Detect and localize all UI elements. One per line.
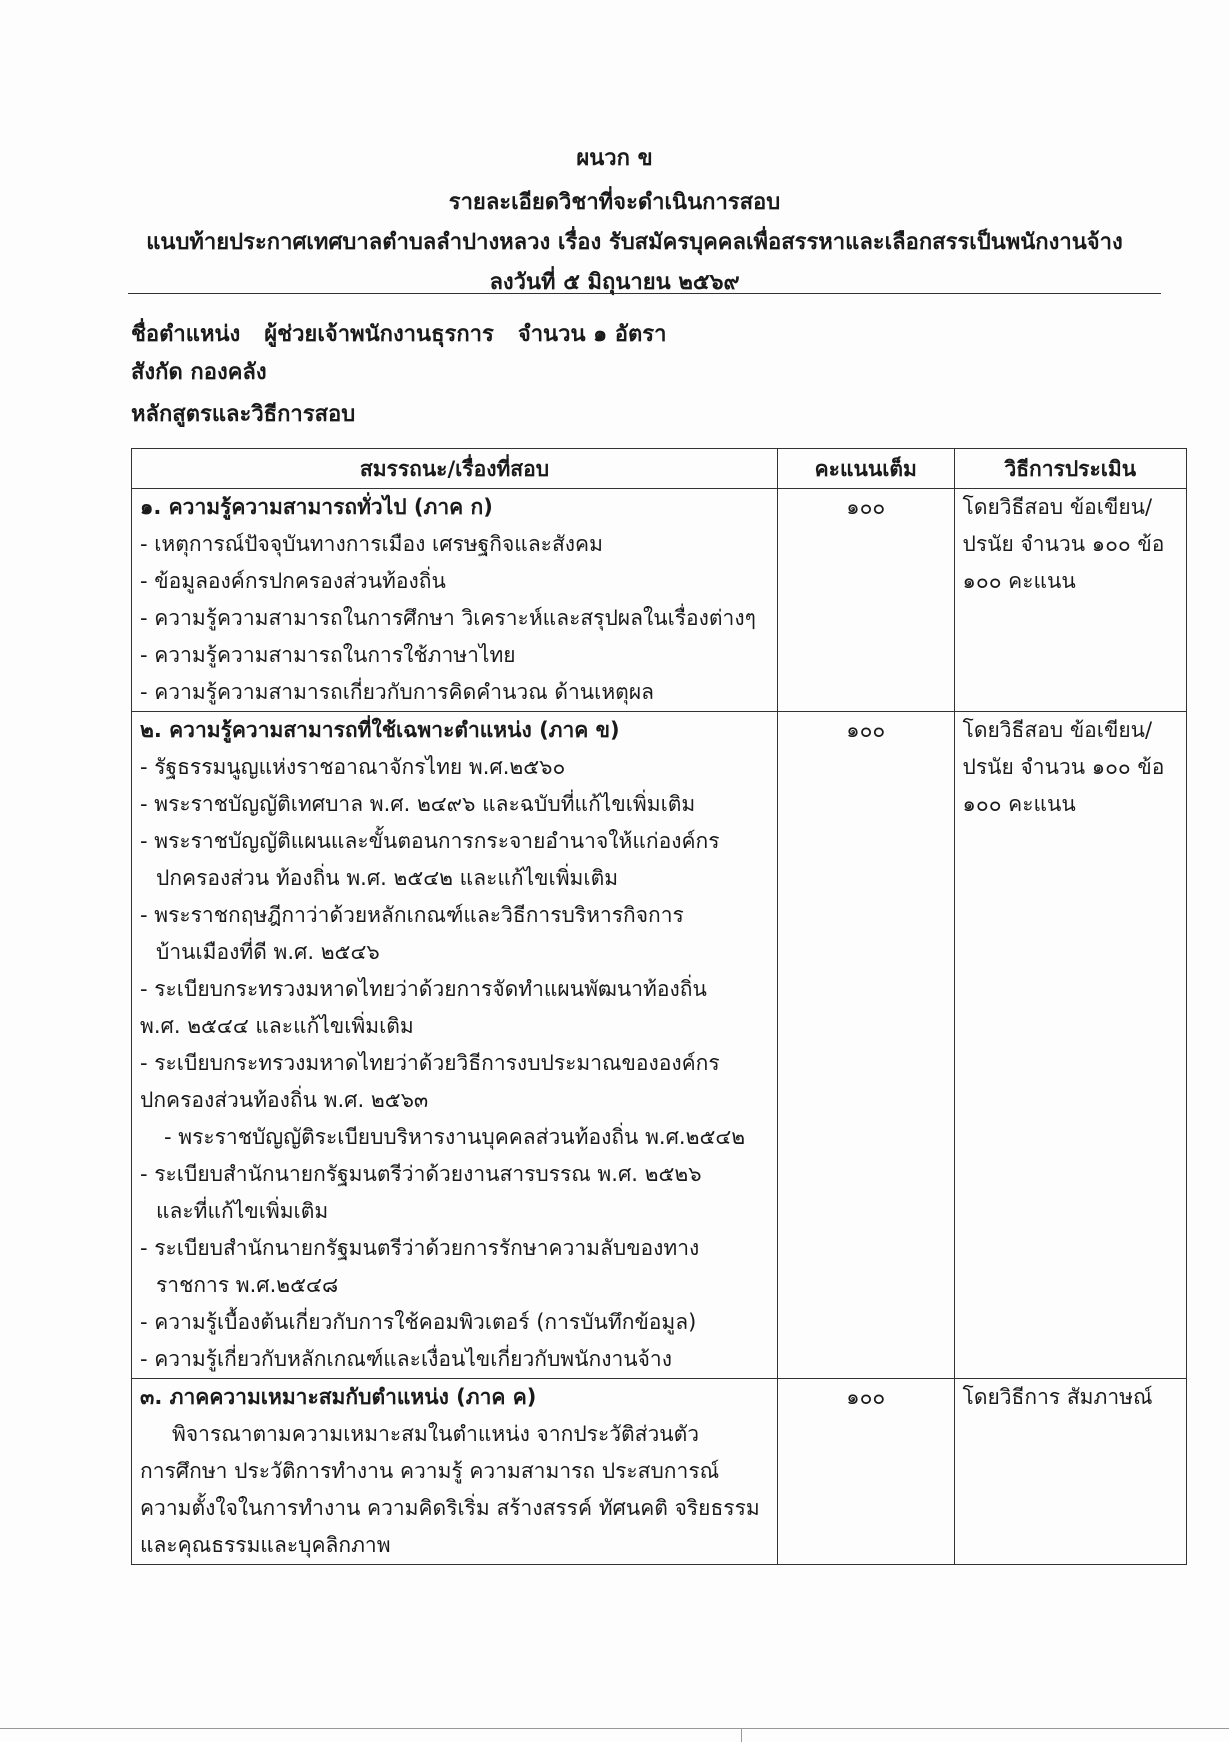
position-count: จำนวน ๑ อัตรา — [517, 322, 667, 347]
list-item: - ความรู้ความสามารถในการใช้ภาษาไทย — [140, 643, 516, 667]
header-divider — [128, 293, 1161, 294]
list-item: - ข้อมูลองค์กรปกครองส่วนท้องถิ่น — [140, 569, 446, 593]
list-item: - ระเบียบกระทรวงมหาดไทยว่าด้วยการจัดทำแผนพัฒนาท้องถิ่น — [140, 977, 707, 1001]
position-name: ผู้ช่วยเจ้าพนักงานธุรการ — [264, 322, 494, 347]
list-item: ความตั้งใจในการทำงาน ความคิดริเริ่ม สร้างสรรค์ ทัศนคติ จริยธรรม — [140, 1496, 760, 1520]
list-item: ปกครองส่วน ท้องถิ่น พ.ศ. ๒๕๔๒ และแก้ไขเพิ่มเติม — [156, 866, 619, 890]
list-item: - รัฐธรรมนูญแห่งราชอาณาจักรไทย พ.ศ.๒๕๖๐ — [140, 755, 566, 779]
list-item: - ระเบียบสำนักนายกรัฐมนตรีว่าด้วยงานสารบรรณ พ.ศ. ๒๕๒๖ — [140, 1162, 702, 1186]
method-line: ปรนัย จำนวน ๑๐๐ ข้อ — [962, 532, 1165, 556]
page-bottom-divider — [0, 1728, 1229, 1729]
list-item: - ความรู้เกี่ยวกับหลักเกณฑ์และเงื่อนไขเกี่ยวกับพนักงานจ้าง — [140, 1347, 672, 1371]
section-method — [954, 489, 1186, 712]
list-item: บ้านเมืองที่ดี พ.ศ. ๒๕๔๖ — [156, 940, 380, 964]
list-item: และที่แก้ไขเพิ่มเติม — [156, 1199, 329, 1223]
list-item: การศึกษา ประวัติการทำงาน ความรู้ ความสามารถ ประสบการณ์ — [140, 1459, 720, 1483]
document-title: รายละเอียดวิชาที่จะดำเนินการสอบ — [448, 190, 781, 215]
list-item: พ.ศ. ๒๕๔๔ และแก้ไขเพิ่มเติม — [140, 1014, 414, 1038]
section-title: ๑. ความรู้ความสามารถทั่วไป (ภาค ก) — [140, 495, 493, 519]
table-row — [132, 712, 1187, 1379]
list-item: - พระราชบัญญัติระเบียบบริหารงานบุคคลส่วนท้องถิ่น พ.ศ.๒๕๔๒ — [164, 1125, 746, 1149]
section-score: ๑๐๐ — [777, 712, 954, 1379]
list-item: - ระเบียบสำนักนายกรัฐมนตรีว่าด้วยการรักษาความลับของทาง — [140, 1236, 700, 1260]
section-topics — [132, 1379, 778, 1565]
position-label: ชื่อตำแหน่ง — [131, 322, 241, 347]
position-line — [131, 316, 690, 351]
section-score: ๑๐๐ — [777, 489, 954, 712]
exam-table — [131, 448, 1187, 1565]
list-item: ราชการ พ.ศ.๒๕๔๘ — [156, 1273, 339, 1297]
method-line: ๑๐๐ คะแนน — [962, 792, 1076, 816]
list-item: - เหตุการณ์ปัจจุบันทางการเมือง เศรษฐกิจและสังคม — [140, 532, 603, 556]
section-title: ๒. ความรู้ความสามารถที่ใช้เฉพาะตำแหน่ง (ภาค ข) — [140, 718, 620, 742]
curriculum-heading: หลักสูตรและวิธีการสอบ — [131, 402, 356, 427]
list-item: - พระราชบัญญัติเทศบาล พ.ศ. ๒๔๙๖ และฉบับที่แก้ไขเพิ่มเติม — [140, 792, 696, 816]
method-line: ๑๐๐ คะแนน — [962, 569, 1076, 593]
page-bottom-tick — [741, 1728, 742, 1742]
list-item: - ระเบียบกระทรวงมหาดไทยว่าด้วยวิธีการงบประมาณขององค์กร — [140, 1051, 720, 1075]
header-score: คะแนนเต็ม — [777, 449, 954, 489]
list-item: - ความรู้ความสามารถในการศึกษา วิเคราะห์และสรุปผลในเรื่องต่างๆ — [140, 606, 756, 630]
list-item: ปกครองส่วนท้องถิ่น พ.ศ. ๒๕๖๓ — [140, 1088, 429, 1112]
header-method: วิธีการประเมิน — [954, 449, 1186, 489]
table-header-row — [132, 449, 1187, 489]
method-line: ปรนัย จำนวน ๑๐๐ ข้อ — [962, 755, 1165, 779]
department-line: สังกัด กองคลัง — [131, 360, 267, 385]
list-item: - ความรู้ความสามารถเกี่ยวกับการคิดคำนวณ ด้านเหตุผล — [140, 680, 654, 704]
section-method — [954, 712, 1186, 1379]
method-line: โดยวิธีสอบ ข้อเขียน/ — [962, 495, 1153, 519]
document-date: ลงวันที่ ๕ มิถุนายน ๒๕๖๙ — [489, 270, 740, 295]
section-score: ๑๐๐ — [777, 1379, 954, 1565]
table-row — [132, 489, 1187, 712]
list-item: และคุณธรรมและบุคลิกภาพ — [140, 1533, 391, 1557]
method-line: โดยวิธีสอบ ข้อเขียน/ — [962, 718, 1153, 742]
section-topics — [132, 489, 778, 712]
header-topic: สมรรถนะ/เรื่องที่สอบ — [132, 449, 778, 489]
list-item: พิจารณาตามความเหมาะสมในตำแหน่ง จากประวัติส่วนตัว — [172, 1422, 700, 1446]
method-line: โดยวิธีการ สัมภาษณ์ — [962, 1385, 1153, 1409]
document-subtitle: แนบท้ายประกาศเทศบาลตำบลลำปางหลวง เรื่อง รับสมัครบุคคลเพื่อสรรหาและเลือกสรรเป็นพนักงานจ้าง — [146, 230, 1123, 255]
annex-label: ผนวก ข — [576, 146, 653, 171]
table-row — [132, 1379, 1187, 1565]
section-topics — [132, 712, 778, 1379]
section-method — [954, 1379, 1186, 1565]
section-title: ๓. ภาคความเหมาะสมกับตำแหน่ง (ภาค ค) — [140, 1385, 537, 1409]
list-item: - ความรู้เบื้องต้นเกี่ยวกับการใช้คอมพิวเตอร์ (การบันทึกข้อมูล) — [140, 1310, 697, 1334]
list-item: - พระราชกฤษฎีกาว่าด้วยหลักเกณฑ์และวิธีการบริหารกิจการ — [140, 903, 684, 927]
list-item: - พระราชบัญญัติแผนและขั้นตอนการกระจายอำนาจให้แก่องค์กร — [140, 829, 720, 853]
